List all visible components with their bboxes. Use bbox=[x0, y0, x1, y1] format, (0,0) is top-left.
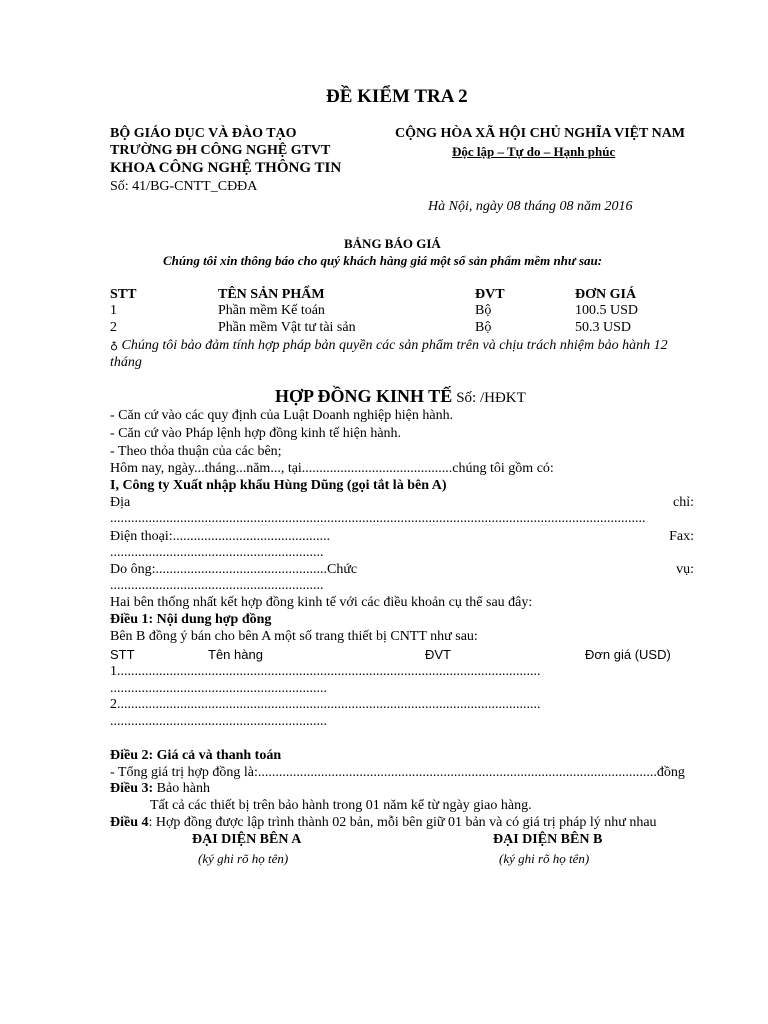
quote-col-product: TÊN SẢN PHẨM bbox=[218, 287, 325, 302]
item-row-1: 1......................................................................................................................... bbox=[110, 664, 541, 679]
signature-a-title: ĐẠI DIỆN BÊN A bbox=[192, 832, 302, 847]
fax-label: Fax: bbox=[669, 529, 694, 544]
basis-line: - Căn cứ vào các quy định của Luật Doanh nghiệp hiện hành. bbox=[110, 408, 454, 423]
party-a-heading: I, Công ty Xuất nhập khẩu Hùng Dũng (gọi tắt là bên A) bbox=[110, 478, 447, 493]
warranty-note-text: Chúng tôi bảo đảm tính hợp pháp bản quyền các sản phẩm trên và chịu trách nhiệm bảo hành 12 bbox=[121, 338, 668, 353]
representative-line bbox=[110, 562, 694, 578]
table-cell: Bộ bbox=[475, 303, 492, 318]
university-name: TRƯỜNG ĐH CÔNG NGHỆ GTVT bbox=[110, 143, 331, 158]
article-3-label: Điều 3: bbox=[110, 781, 154, 796]
contract-title: HỢP ĐỒNG KINH TẾ bbox=[275, 386, 453, 406]
faculty-name: KHOA CÔNG NGHỆ THÔNG TIN bbox=[110, 160, 342, 176]
item-col-stt: STT bbox=[110, 647, 135, 662]
note-bullet-icon: ♁ bbox=[110, 340, 119, 352]
article-1-text: Bên B đồng ý bán cho bên A một số trang thiết bị CNTT như sau: bbox=[110, 629, 478, 644]
dotted-line: .............................................................. bbox=[110, 714, 327, 729]
article-1-title: Điều 1: Nội dung hợp đồng bbox=[110, 612, 272, 627]
item-col-price: Đơn giá (USD) bbox=[585, 647, 671, 662]
phone-line bbox=[110, 529, 694, 545]
item-col-name: Tên hàng bbox=[208, 647, 263, 662]
article-3-text: Tất cả các thiết bị trên bảo hành trong 01 năm kể từ ngày giao hàng. bbox=[150, 798, 532, 813]
quote-col-price: ĐƠN GIÁ bbox=[575, 287, 637, 302]
table-cell: 100.5 USD bbox=[575, 303, 639, 318]
table-cell: Phần mềm Vật tư tài sản bbox=[218, 320, 356, 335]
item-col-unit: ĐVT bbox=[425, 647, 451, 662]
contract-number: Số: /HĐKT bbox=[456, 390, 526, 406]
article-2-title: Điều 2: Giá cả và thanh toán bbox=[110, 748, 282, 763]
representative-label: Do ông:.................................................Chức bbox=[110, 562, 358, 577]
item-row-2: 2......................................................................................................................... bbox=[110, 697, 541, 712]
article-4-text: : Hợp đồng được lập trình thành 02 bản, mỗi bên giữ 01 bản và có giá trị pháp lý như nhau bbox=[148, 815, 657, 830]
table-cell: Phần mềm Kế toán bbox=[218, 303, 325, 318]
ministry-name: BỘ GIÁO DỤC VÀ ĐÀO TẠO bbox=[110, 126, 297, 141]
article-3-title: Bảo hành bbox=[156, 781, 210, 796]
dotted-line: ......................................................................................................................................................... bbox=[110, 511, 646, 526]
address-label-end: chỉ: bbox=[673, 495, 694, 510]
article-4-label: Điều 4 bbox=[110, 815, 149, 830]
address-label: Địa bbox=[110, 495, 131, 510]
table-cell: 1 bbox=[110, 303, 117, 318]
exam-title: ĐỀ KIỂM TRA 2 bbox=[326, 86, 468, 107]
warranty-note bbox=[110, 338, 668, 354]
article-3-heading bbox=[110, 781, 210, 797]
signature-a-note: (ký ghi rõ họ tên) bbox=[198, 851, 289, 866]
dotted-line: ............................................................. bbox=[110, 545, 324, 560]
contract-heading bbox=[275, 386, 526, 407]
dotted-line: .............................................................. bbox=[110, 681, 327, 696]
date-line: Hà Nội, ngày 08 tháng 08 năm 2016 bbox=[428, 199, 633, 214]
republic-title: CỘNG HÒA XÃ HỘI CHỦ NGHĨA VIỆT NAM bbox=[395, 126, 686, 141]
table-cell: Bộ bbox=[475, 320, 492, 335]
signature-b-note: (ký ghi rõ họ tên) bbox=[499, 851, 590, 866]
quote-col-unit: ĐVT bbox=[475, 287, 505, 302]
basis-line: - Theo thỏa thuận của các bên; bbox=[110, 444, 282, 459]
warranty-note-cont: tháng bbox=[110, 355, 142, 370]
dotted-line: ............................................................. bbox=[110, 578, 324, 593]
quote-col-stt: STT bbox=[110, 287, 137, 302]
table-cell: 2 bbox=[110, 320, 117, 335]
national-motto: Độc lập – Tự do – Hạnh phúc bbox=[452, 144, 616, 159]
phone-label: Điện thoại:............................................. bbox=[110, 529, 331, 544]
address-line bbox=[110, 495, 694, 511]
quote-title: BẢNG BÁO GIÁ bbox=[344, 236, 441, 251]
document-number: Số: 41/BG-CNTT_CĐĐA bbox=[110, 179, 258, 194]
table-cell: 50.3 USD bbox=[575, 320, 632, 335]
agreement-line: Hai bên thống nhất kết hợp đồng kinh tế với các điều khoản cụ thể sau đây: bbox=[110, 595, 533, 610]
article-4-line bbox=[110, 815, 657, 831]
position-label: vụ: bbox=[676, 562, 694, 577]
quote-subtitle: Chúng tôi xin thông báo cho quý khách hàng giá một số sản phẩm mềm như sau: bbox=[163, 253, 603, 268]
basis-line: - Căn cứ vào Pháp lệnh hợp đồng kinh tế hiện hành. bbox=[110, 426, 402, 441]
today-line: Hôm nay, ngày...tháng...năm..., tại...........................................chúng tôi gồm có: bbox=[110, 461, 554, 476]
article-2-text: - Tổng giá trị hợp đồng là:..................................................................................................................đồng bbox=[110, 765, 685, 780]
signature-b-title: ĐẠI DIỆN BÊN B bbox=[493, 832, 603, 847]
